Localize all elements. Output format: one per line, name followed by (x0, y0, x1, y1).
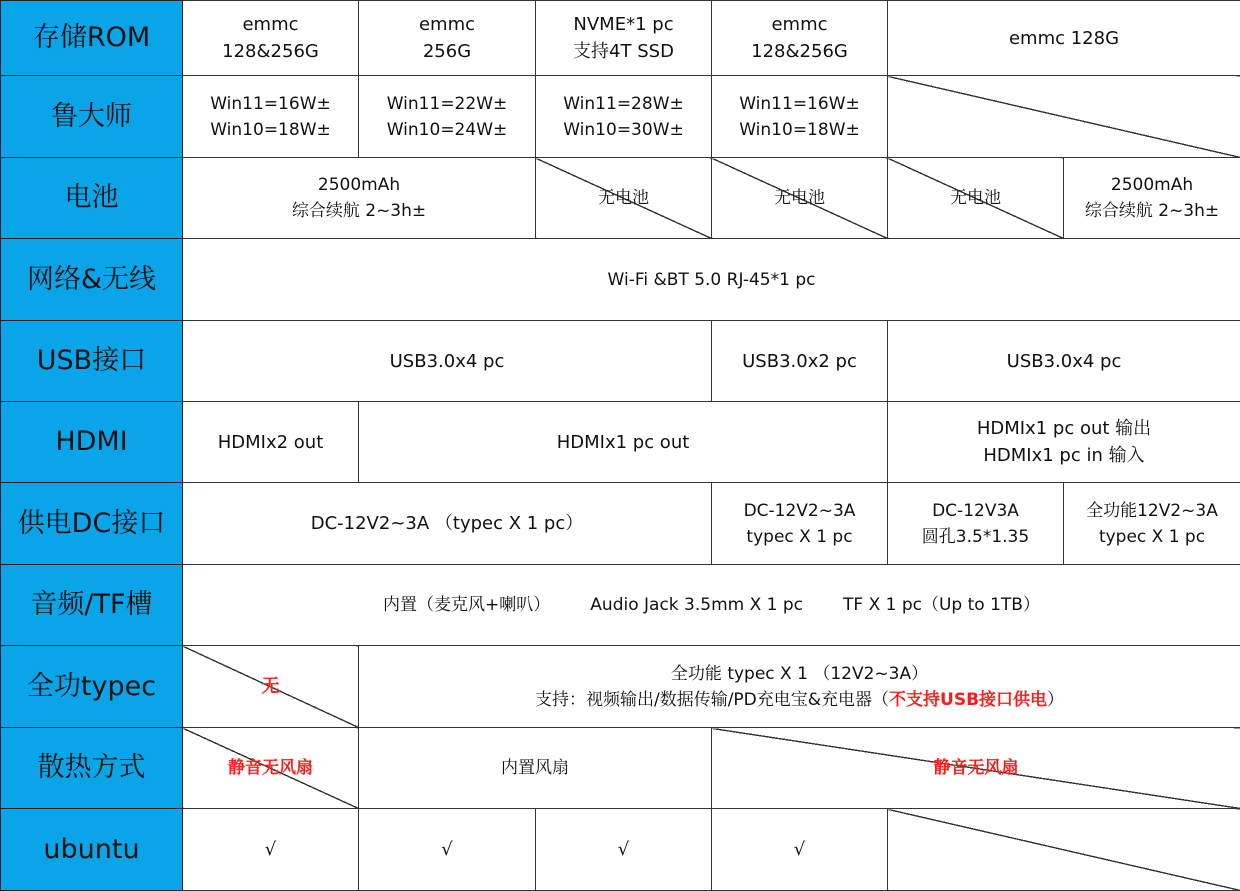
label-ubuntu: ubuntu (1, 809, 183, 891)
network-value: Wi-Fi &BT 5.0 RJ-45*1 pc (183, 239, 1240, 321)
dc-col4 (712, 483, 888, 565)
label-audio: 音频/TF槽 (1, 565, 183, 646)
label-dc: 供电DC接口 (1, 483, 183, 565)
usb-col56: USB3.0x4 pc (888, 321, 1240, 402)
row-battery (1, 158, 1240, 239)
row-hdmi (1, 402, 1240, 483)
row-dc (1, 483, 1240, 565)
battery-col4-text: 无电池 (774, 188, 825, 208)
typec-line2 (363, 687, 1236, 713)
dc-col4-line2: typec X 1 pc (716, 524, 883, 550)
rom-col2-line1: emmc (363, 11, 531, 38)
ubuntu-col3: √ (536, 809, 712, 891)
battery-col6 (1064, 158, 1240, 239)
ludashi-col2-line2: Win10=24W± (363, 117, 531, 143)
audio-part1: 内置（麦克风+喇叭） (383, 595, 550, 615)
ludashi-col3 (536, 76, 712, 158)
label-cooling: 散热方式 (1, 728, 183, 809)
hdmi-col56 (888, 402, 1240, 483)
ludashi-col4-line2: Win10=18W± (716, 117, 883, 143)
battery-col6-line2: 综合续航 2~3h± (1068, 198, 1236, 224)
battery-col3 (536, 158, 712, 239)
ludashi-col2 (359, 76, 536, 158)
hdmi-col234: HDMIx1 pc out (359, 402, 888, 483)
rom-col3-line1: NVME*1 pc (540, 11, 707, 38)
label-hdmi: HDMI (1, 402, 183, 483)
ludashi-col4 (712, 76, 888, 158)
typec-line1: 全功能 typec X 1 （12V2~3A） (363, 661, 1236, 687)
ludashi-col5-empty (888, 76, 1240, 158)
row-rom (1, 1, 1240, 76)
rom-col5: emmc 128G (888, 1, 1240, 76)
ludashi-col1-line1: Win11=16W± (187, 91, 354, 117)
battery-col12 (183, 158, 536, 239)
typec-line2-red: 不支持USB接口供电 (889, 690, 1047, 710)
row-typec (1, 646, 1240, 728)
ludashi-col1-line2: Win10=18W± (187, 117, 354, 143)
cooling-col456 (712, 728, 1240, 809)
dc-col123: DC-12V2~3A （typec X 1 pc） (183, 483, 712, 565)
rom-col4 (712, 1, 888, 76)
dc-col5-line2: 圆孔3.5*1.35 (892, 524, 1059, 550)
audio-part3: TF X 1 pc（Up to 1TB） (843, 595, 1040, 615)
battery-col4 (712, 158, 888, 239)
cooling-col1-text: 静音无风扇 (228, 758, 313, 778)
rom-col1-line1: emmc (187, 11, 354, 38)
row-ludashi (1, 76, 1240, 158)
dc-col4-line1: DC-12V2~3A (716, 498, 883, 524)
row-network (1, 239, 1240, 321)
row-audio (1, 565, 1240, 646)
battery-col12-line2: 综合续航 2~3h± (187, 198, 531, 224)
row-cooling (1, 728, 1240, 809)
battery-col3-text: 无电池 (598, 188, 649, 208)
cooling-col456-text: 静音无风扇 (934, 758, 1019, 778)
typec-col1-text: 无 (262, 676, 280, 697)
rom-col3-line2: 支持4T SSD (540, 38, 707, 65)
ubuntu-col1: √ (183, 809, 359, 891)
cooling-col1 (183, 728, 359, 809)
cooling-col23: 内置风扇 (359, 728, 712, 809)
rom-col2-line2: 256G (363, 38, 531, 65)
row-usb (1, 321, 1240, 402)
row-ubuntu (1, 809, 1240, 891)
rom-col4-line1: emmc (716, 11, 883, 38)
rom-col1-line2: 128&256G (187, 38, 354, 65)
hdmi-col56-line1: HDMIx1 pc out 输出 (892, 415, 1236, 442)
battery-col12-line1: 2500mAh (187, 172, 531, 198)
dc-col6-line2: typec X 1 pc (1068, 524, 1236, 550)
rom-col2 (359, 1, 536, 76)
audio-value (183, 565, 1240, 646)
label-rom: 存储ROM (1, 1, 183, 76)
hdmi-col1: HDMIx2 out (183, 402, 359, 483)
rom-col1 (183, 1, 359, 76)
typec-col23456 (359, 646, 1240, 728)
dc-col5-line1: DC-12V3A (892, 498, 1059, 524)
ludashi-col3-line1: Win11=28W± (540, 91, 707, 117)
typec-col1 (183, 646, 359, 728)
ludashi-col1 (183, 76, 359, 158)
battery-col5 (888, 158, 1064, 239)
ludashi-col2-line1: Win11=22W± (363, 91, 531, 117)
hdmi-col56-line2: HDMIx1 pc in 输入 (892, 442, 1236, 469)
label-usb: USB接口 (1, 321, 183, 402)
dc-col6 (1064, 483, 1240, 565)
typec-line2-prefix: 支持：视频输出/数据传输/PD充电宝&充电器（ (535, 690, 889, 710)
dc-col5 (888, 483, 1064, 565)
rom-col4-line2: 128&256G (716, 38, 883, 65)
battery-col5-text: 无电池 (950, 188, 1001, 208)
ubuntu-col4: √ (712, 809, 888, 891)
ludashi-col3-line2: Win10=30W± (540, 117, 707, 143)
audio-part2: Audio Jack 3.5mm X 1 pc (590, 595, 803, 615)
battery-col6-line1: 2500mAh (1068, 172, 1236, 198)
ludashi-col4-line1: Win11=16W± (716, 91, 883, 117)
label-battery: 电池 (1, 158, 183, 239)
usb-col123: USB3.0x4 pc (183, 321, 712, 402)
typec-line2-suffix: ） (1047, 690, 1064, 710)
label-network: 网络&无线 (1, 239, 183, 321)
label-typec: 全功typec (1, 646, 183, 728)
ubuntu-col2: √ (359, 809, 536, 891)
dc-col6-line1: 全功能12V2~3A (1068, 498, 1236, 524)
rom-col3 (536, 1, 712, 76)
usb-col4: USB3.0x2 pc (712, 321, 888, 402)
ubuntu-col56-empty (888, 809, 1240, 891)
label-ludashi: 鲁大师 (1, 76, 183, 158)
